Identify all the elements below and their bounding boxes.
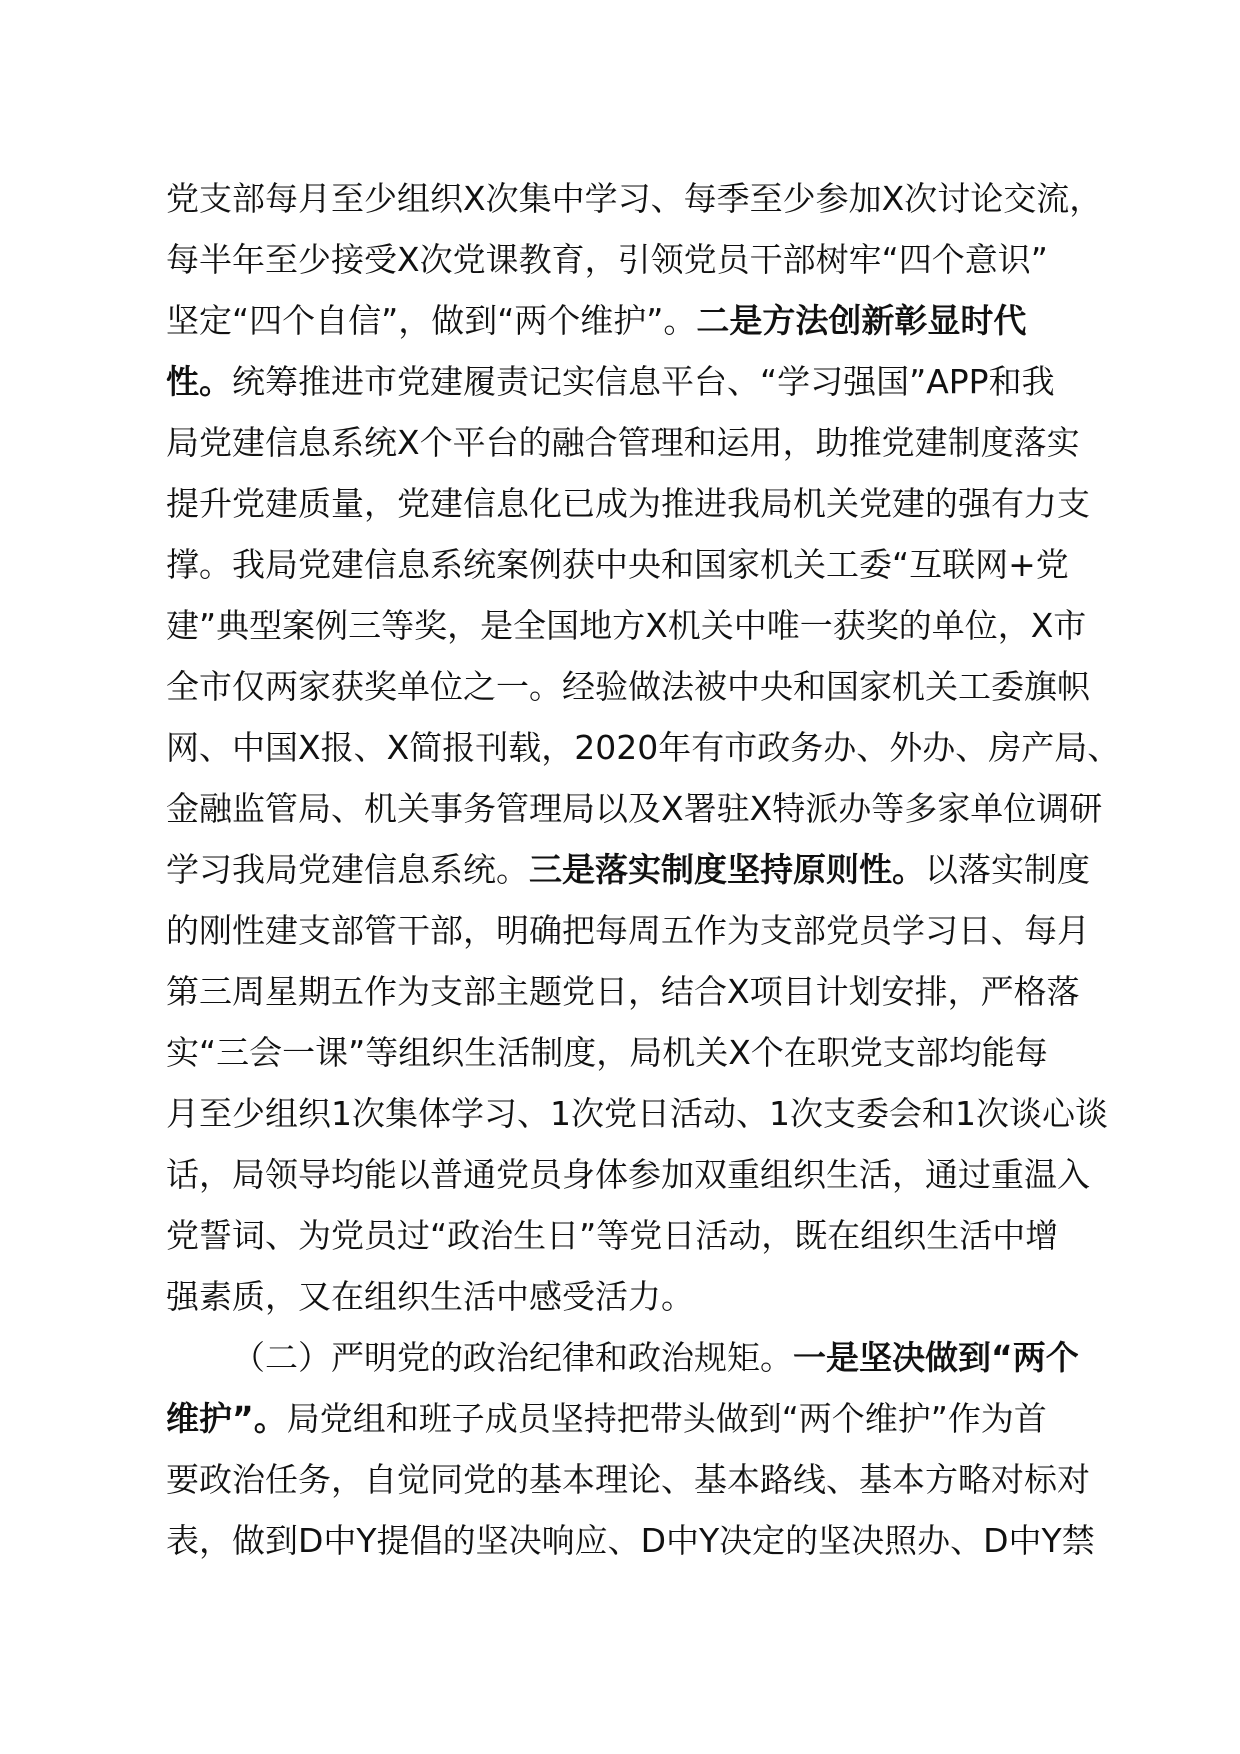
body-text-segment: 学习我局党建信息系统。 (166, 850, 529, 889)
body-text-segment: 每半年至少接受X次党课教育，引领党员干部树牢“四个意识” (166, 240, 1048, 279)
body-text-segment: 表，做到D中Y提倡的坚决响应、D中Y决定的坚决照办、D中Y禁 (166, 1521, 1095, 1560)
body-text-segment: 金融监管局、机关事务管理局以及X署驻X特派办等多家单位调研 (166, 789, 1103, 828)
text-line (166, 1205, 1106, 1266)
body-text-segment: 撑。我局党建信息系统案例获中央和国家机关工委“互联网+党 (166, 545, 1069, 584)
bold-heading-text: 维护”。 (166, 1399, 287, 1438)
text-line (166, 656, 1106, 717)
body-text-segment: 月至少组织1次集体学习、1次党日活动、1次支委会和1次谈心谈 (166, 1094, 1108, 1133)
bold-heading-text: 性。 (166, 362, 232, 401)
body-text-segment: 局党建信息系统X个平台的融合管理和运用，助推党建制度落实 (166, 423, 1080, 462)
body-text-segment: 以落实制度 (925, 850, 1090, 889)
text-line (166, 1327, 1106, 1388)
text-line (166, 595, 1106, 656)
body-text-segment: 党支部每月至少组织X次集中学习、每季至少参加X次讨论交流， (166, 179, 1103, 218)
body-text-segment: 提升党建质量，党建信息化已成为推进我局机关党建的强有力支 (166, 484, 1090, 523)
text-line (166, 351, 1106, 412)
body-text-segment: 第三周星期五作为支部主题党日，结合X项目计划安排，严格落 (166, 972, 1080, 1011)
text-line (166, 1510, 1106, 1571)
text-line (166, 900, 1106, 961)
body-text (166, 168, 1121, 1571)
text-line (166, 1449, 1106, 1510)
body-text-segment: 统筹推进市党建履责记实信息平台、“学习强国”APP和我 (232, 362, 1055, 401)
body-text-segment: 的刚性建支部管干部，明确把每周五作为支部党员学习日、每月 (166, 911, 1090, 950)
body-text-segment: 局党组和班子成员坚持把带头做到“两个维护”作为首 (286, 1399, 1047, 1438)
text-line (166, 290, 1106, 351)
body-text-segment: 建”典型案例三等奖，是全国地方X机关中唯一获奖的单位，X市 (166, 606, 1087, 645)
text-line (166, 473, 1106, 534)
text-line (166, 1083, 1106, 1144)
body-text-segment: 话，局领导均能以普通党员身体参加双重组织生活，通过重温入 (166, 1155, 1090, 1194)
text-line (166, 778, 1106, 839)
text-line (166, 412, 1106, 473)
body-text-segment: 要政治任务，自觉同党的基本理论、基本路线、基本方略对标对 (166, 1460, 1090, 1499)
text-line (166, 534, 1106, 595)
text-line (166, 229, 1106, 290)
text-line (166, 1388, 1106, 1449)
text-line (166, 1144, 1106, 1205)
text-line (166, 168, 1106, 229)
text-line (166, 961, 1106, 1022)
bold-heading-text: 一是坚决做到“两个 (793, 1338, 1079, 1377)
body-text-segment: （二）严明党的政治纪律和政治规矩。 (232, 1338, 793, 1377)
text-line (166, 839, 1106, 900)
text-line (166, 717, 1121, 778)
body-text-segment: 党誓词、为党员过“政治生日”等党日活动，既在组织生活中增 (166, 1216, 1059, 1255)
text-line (166, 1266, 1106, 1327)
bold-heading-text: 三是落实制度坚持原则性。 (529, 850, 925, 889)
body-text-segment: 全市仅两家获奖单位之一。经验做法被中央和国家机关工委旗帜 (166, 667, 1090, 706)
body-text-segment: 强素质，又在组织生活中感受活力。 (166, 1277, 694, 1316)
text-line (166, 1022, 1106, 1083)
bold-heading-text: 二是方法创新彰显时代 (696, 301, 1027, 340)
body-text-segment: 网、中国X报、X简报刊载，2020年有市政务办、外办、房产局、 (166, 728, 1121, 767)
body-text-segment: 坚定“四个自信”，做到“两个维护”。 (166, 301, 697, 340)
body-text-segment: 实“三会一课”等组织生活制度，局机关X个在职党支部均能每 (166, 1033, 1048, 1072)
